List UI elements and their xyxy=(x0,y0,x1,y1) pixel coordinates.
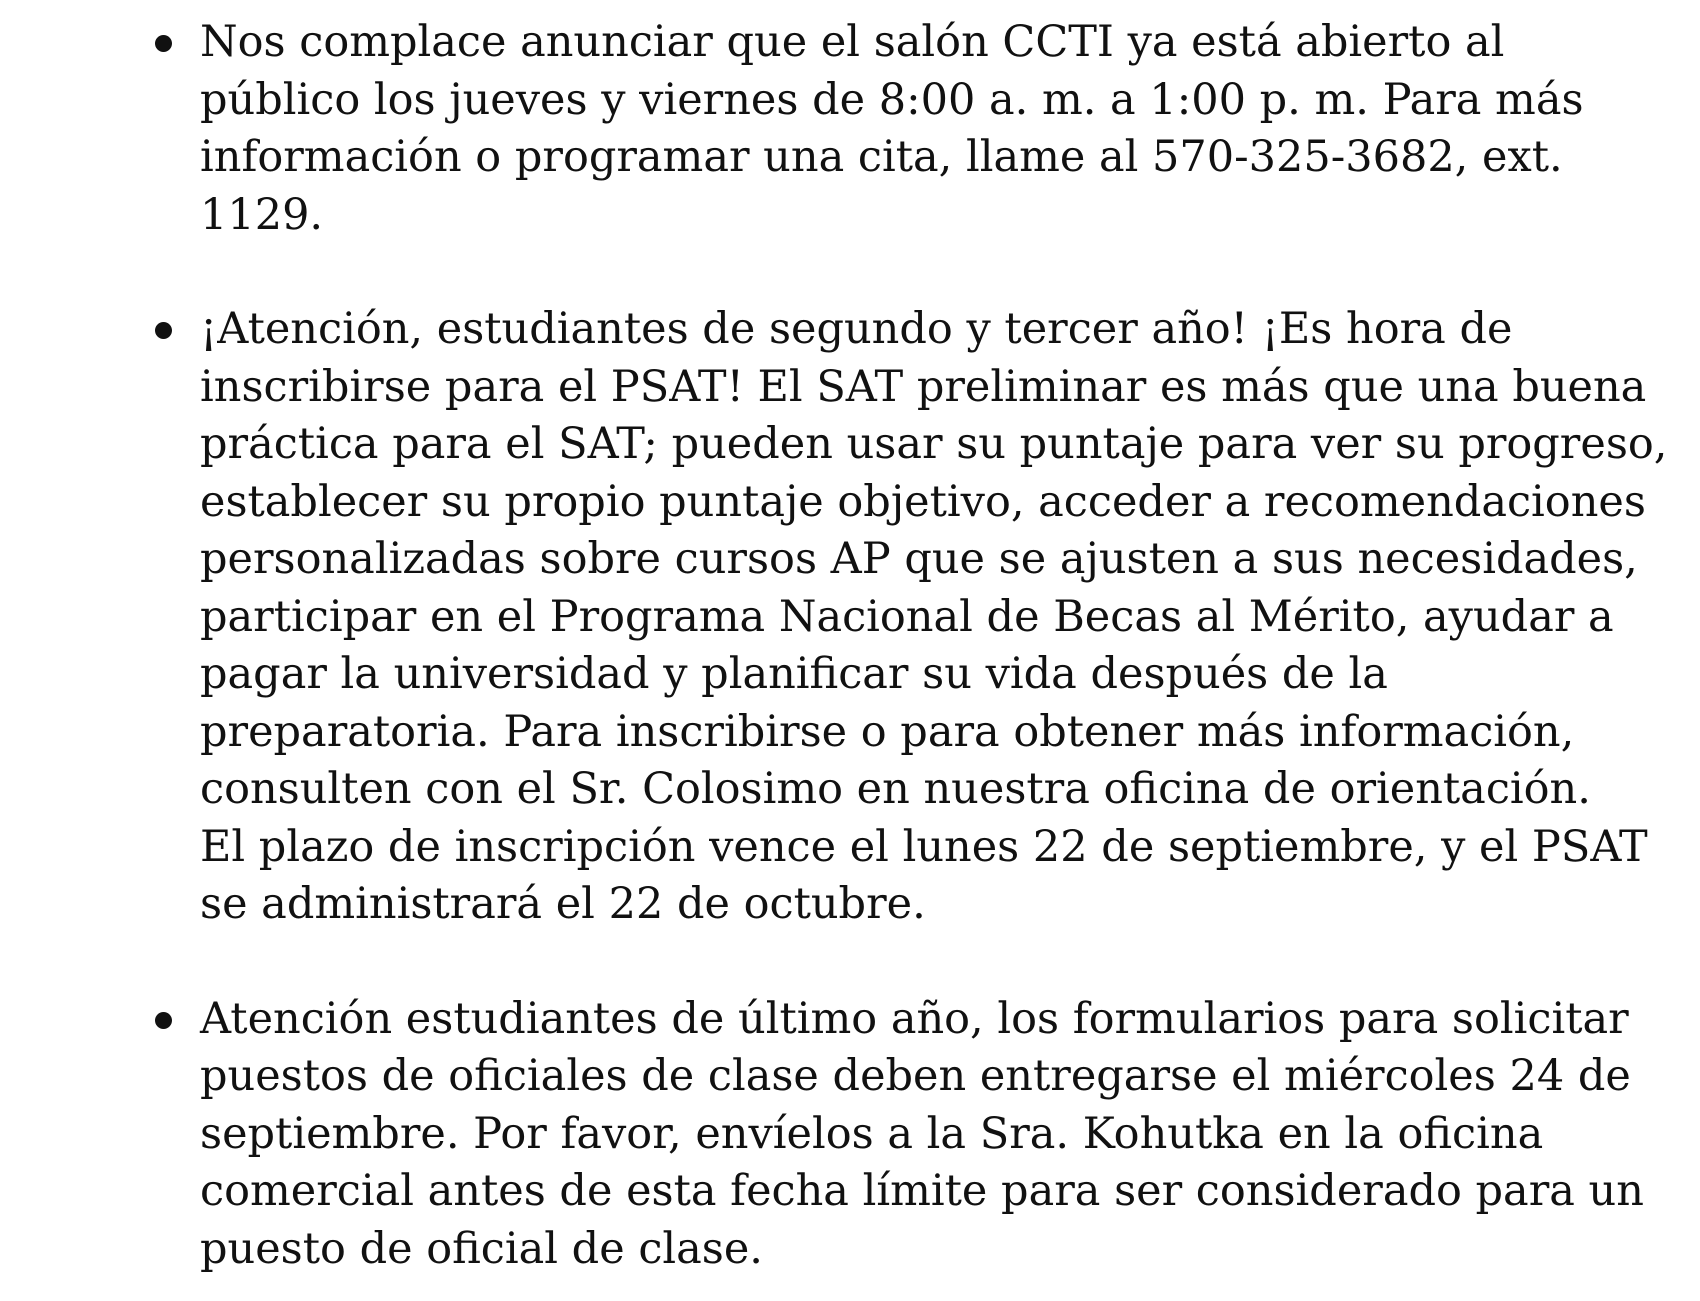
text-line: práctica para el SAT; pueden usar su puntaje para ver su progreso, xyxy=(200,419,1668,469)
text-line: pagar la universidad y planificar su vida después de la xyxy=(200,649,1388,699)
bullet-dot xyxy=(155,1012,172,1029)
text-line: se administrará el 22 de octubre. xyxy=(200,879,926,929)
text-line: preparatoria. Para inscribirse o para obtener más información, xyxy=(200,706,1575,757)
announcement-class-officers xyxy=(152,991,1652,1279)
text-line: septiembre. Por favor, envíelos a la Sra. Kohutka en la oficina xyxy=(200,1108,1544,1159)
announcement-psat xyxy=(152,301,1668,934)
text-line: 1129. xyxy=(200,189,324,240)
text-line: establecer su propio puntaje objetivo, acceder a recomendaciones xyxy=(200,476,1646,527)
text-line: inscribirse para el PSAT! El SAT preliminar es más que una buena xyxy=(200,361,1647,412)
announcement-list xyxy=(152,14,1668,1278)
bullet-dot xyxy=(155,35,172,52)
text-line: Atención estudiantes de último año, los formularios para solicitar xyxy=(200,993,1629,1044)
announcement-ccti-room xyxy=(152,14,1652,244)
text-line: puesto de oficial de clase. xyxy=(200,1223,763,1274)
text-line: consulten con el Sr. Colosimo en nuestra oficina de orientación. xyxy=(200,764,1591,814)
text-line: público los jueves y viernes de 8:00 a. m. a 1:00 p. m. Para más xyxy=(200,74,1584,125)
text-line: personalizadas sobre cursos AP que se ajusten a sus necesidades, xyxy=(200,534,1638,584)
bullet-dot xyxy=(155,322,172,339)
text-line: información o programar una cita, llame al 570-325-3682, ext. xyxy=(200,132,1563,182)
text-line: comercial antes de esta fecha límite para ser considerado para un xyxy=(200,1166,1644,1216)
text-line: ¡Atención, estudiantes de segundo y tercer año! ¡Es hora de xyxy=(200,304,1513,354)
text-line: puestos de oficiales de clase deben entregarse el miércoles 24 de xyxy=(200,1051,1631,1101)
text-line: participar en el Programa Nacional de Becas al Mérito, ayudar a xyxy=(200,591,1614,642)
text-line: Nos complace anunciar que el salón CCTI ya está abierto al xyxy=(200,17,1505,67)
text-line: El plazo de inscripción vence el lunes 22 de septiembre, y el PSAT xyxy=(200,821,1648,872)
